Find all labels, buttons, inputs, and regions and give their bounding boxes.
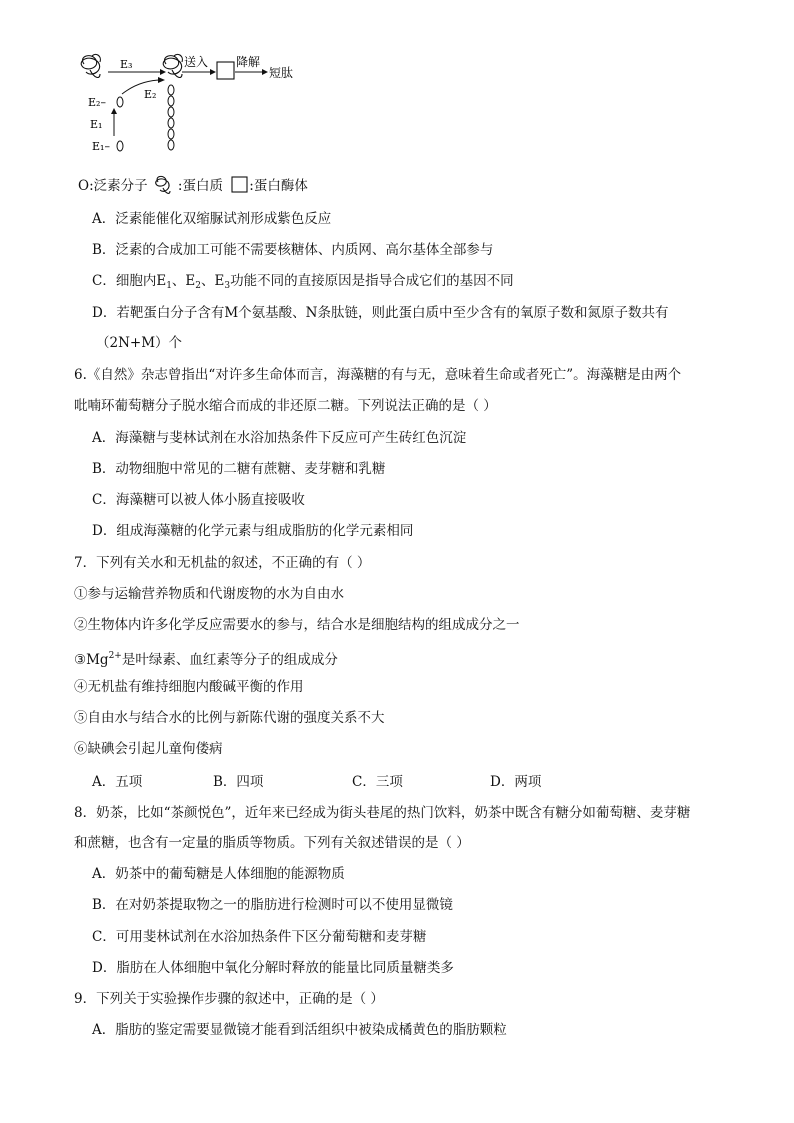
q6-stem-line1: 6.《自然》杂志曾指出“对许多生命体而言，海藻糖的有与无，意味着生命或者死亡”。海藻糖是由两个 xyxy=(74,367,682,383)
arrow-songru-head xyxy=(210,69,216,75)
q7-option-c: C．三项 xyxy=(352,774,403,790)
q8-stem-line2: 和蔗糖，也含有一定量的脂质等物质。下列有关叙述错误的是（ ） xyxy=(74,835,470,851)
label-e2-top: E₂ xyxy=(144,88,157,101)
q5-option-c xyxy=(92,272,514,295)
q6-option-c: C．海藻糖可以被人体小肠直接吸收 xyxy=(92,492,305,508)
arrow-jiangjie-head xyxy=(262,69,268,75)
q7-item-3 xyxy=(74,647,338,669)
q5-option-d-cont: （2N+M）个 xyxy=(96,335,183,351)
q9-option-a: A．脂肪的鉴定需要显微镜才能看到活组织中被染成橘黄色的脂肪颗粒 xyxy=(92,1022,507,1038)
q6-option-a: A．海藻糖与斐林试剂在水浴加热条件下反应可产生砖红色沉淀 xyxy=(92,430,467,446)
q8-option-c: C．可用斐林试剂在水浴加热条件下区分葡萄糖和麦芽糖 xyxy=(92,929,427,945)
q5-c-sub1: 1 xyxy=(166,281,172,291)
q7-item-3-post: 是叶绿素、血红素等分子的组成成分 xyxy=(121,652,338,668)
protein-coil-icon xyxy=(81,54,100,77)
proteasome-box-icon xyxy=(231,176,249,194)
q5-c-mid1: 、E xyxy=(171,273,196,289)
q7-item-3-pre: ③Mg xyxy=(74,652,109,668)
diagram-legend xyxy=(78,174,308,196)
q7-item-2: ②生物体内许多化学反应需要水的参与，结合水是细胞结构的组成成分之一 xyxy=(74,617,520,633)
arrow-e1-up-head xyxy=(111,108,117,114)
q7-option-d: D．两项 xyxy=(490,774,542,790)
q7-item-3-sup: 2+ xyxy=(108,651,122,661)
ubiquitin-circle-icon xyxy=(168,107,174,117)
q6-option-d: D．组成海藻糖的化学元素与组成脂肪的化学元素相同 xyxy=(92,523,414,539)
arrow-e2-curve-head xyxy=(158,77,165,83)
q7-option-a: A．五项 xyxy=(92,774,143,790)
ubiquitin-circle-icon xyxy=(168,118,174,128)
q7-stem: 7．下列有关水和无机盐的叙述，不正确的有（ ） xyxy=(74,555,371,571)
q7-item-1: ①参与运输营养物质和代谢废物的水为自由水 xyxy=(74,586,344,602)
q5-c-mid2: 、E xyxy=(201,273,225,289)
q5-option-d: D．若靶蛋白分子含有M个氨基酸、N条肽链，则此蛋白质中至少含有的氧原子数和氮原子数共有 xyxy=(92,305,669,321)
q6-option-b: B．动物细胞中常见的二糖有蔗糖、麦芽糖和乳糖 xyxy=(92,461,386,477)
label-e1-upper: E₁ xyxy=(90,118,103,131)
protein-coil-icon xyxy=(163,54,182,77)
q6-stem-line2: 吡喃环葡萄糖分子脱水缩合而成的非还原二糖。下列说法正确的是（ ） xyxy=(74,398,497,414)
ubiquitin-circle-icon xyxy=(168,96,174,106)
legend-proteasome: :蛋白酶体 xyxy=(249,178,308,194)
q5-option-b: B．泛素的合成加工可能不需要核糖体、内质网、高尔基体全部参与 xyxy=(92,242,494,258)
ubiquitin-circle-icon xyxy=(117,141,123,151)
label-jiangjie: 降解 xyxy=(236,55,261,69)
q7-item-6: ⑥缺碘会引起儿童佝偻病 xyxy=(74,741,223,757)
ubiquitin-circle-icon xyxy=(168,140,174,150)
q8-option-b: B．在对奶茶提取物之一的脂肪进行检测时可以不使用显微镜 xyxy=(92,897,453,913)
proteasome-box-icon xyxy=(217,62,234,79)
ubiquitin-circle-icon xyxy=(117,97,123,107)
q5-c-post: 功能不同的直接原因是指导合成它们的基因不同 xyxy=(230,273,514,289)
q5-option-a: A．泛素能催化双缩脲试剂形成紫色反应 xyxy=(92,211,332,227)
ubiquitin-circle-icon xyxy=(168,85,174,95)
q8-option-a: A．奶茶中的葡萄糖是人体细胞的能源物质 xyxy=(92,866,345,882)
ubiquitin-circle-icon xyxy=(168,129,174,139)
q7-item-4: ④无机盐有维持细胞内酸碱平衡的作用 xyxy=(74,679,304,695)
q5-c-sub3: 3 xyxy=(224,281,231,291)
legend-protein: :蛋白质 xyxy=(177,178,223,194)
q9-stem: 9．下列关于实验操作步骤的叙述中，正确的是（ ） xyxy=(74,991,384,1007)
legend-ubiquitin: O:泛素分子 xyxy=(78,178,148,194)
q5-c-text: C．细胞内E xyxy=(92,273,167,289)
label-duantai: 短肽 xyxy=(269,66,294,80)
protein-coil-icon xyxy=(152,174,178,196)
arrow-e3-head xyxy=(160,69,166,75)
label-e1-lower: E₁– xyxy=(92,140,110,153)
label-songru: 送入 xyxy=(184,55,209,69)
label-e3: E₃ xyxy=(120,58,133,71)
q8-option-d: D．脂肪在人体细胞中氧化分解时释放的能量比同质量糖类多 xyxy=(92,960,454,976)
q5-c-sub2: 2 xyxy=(195,281,202,291)
ubiquitin-pathway-diagram xyxy=(70,50,330,160)
ubiquitin-chain xyxy=(168,85,174,150)
q8-stem-line1: 8．奶茶，比如“茶颜悦色”，近年来已经成为街头巷尾的热门饮料，奶茶中既含有糖分如葡萄糖、麦芽糖 xyxy=(74,805,691,821)
q7-option-b: B．四项 xyxy=(213,774,264,790)
q7-item-5: ⑤自由水与结合水的比例与新陈代谢的强度关系不大 xyxy=(74,710,385,726)
label-e2-left: E₂– xyxy=(88,96,106,109)
